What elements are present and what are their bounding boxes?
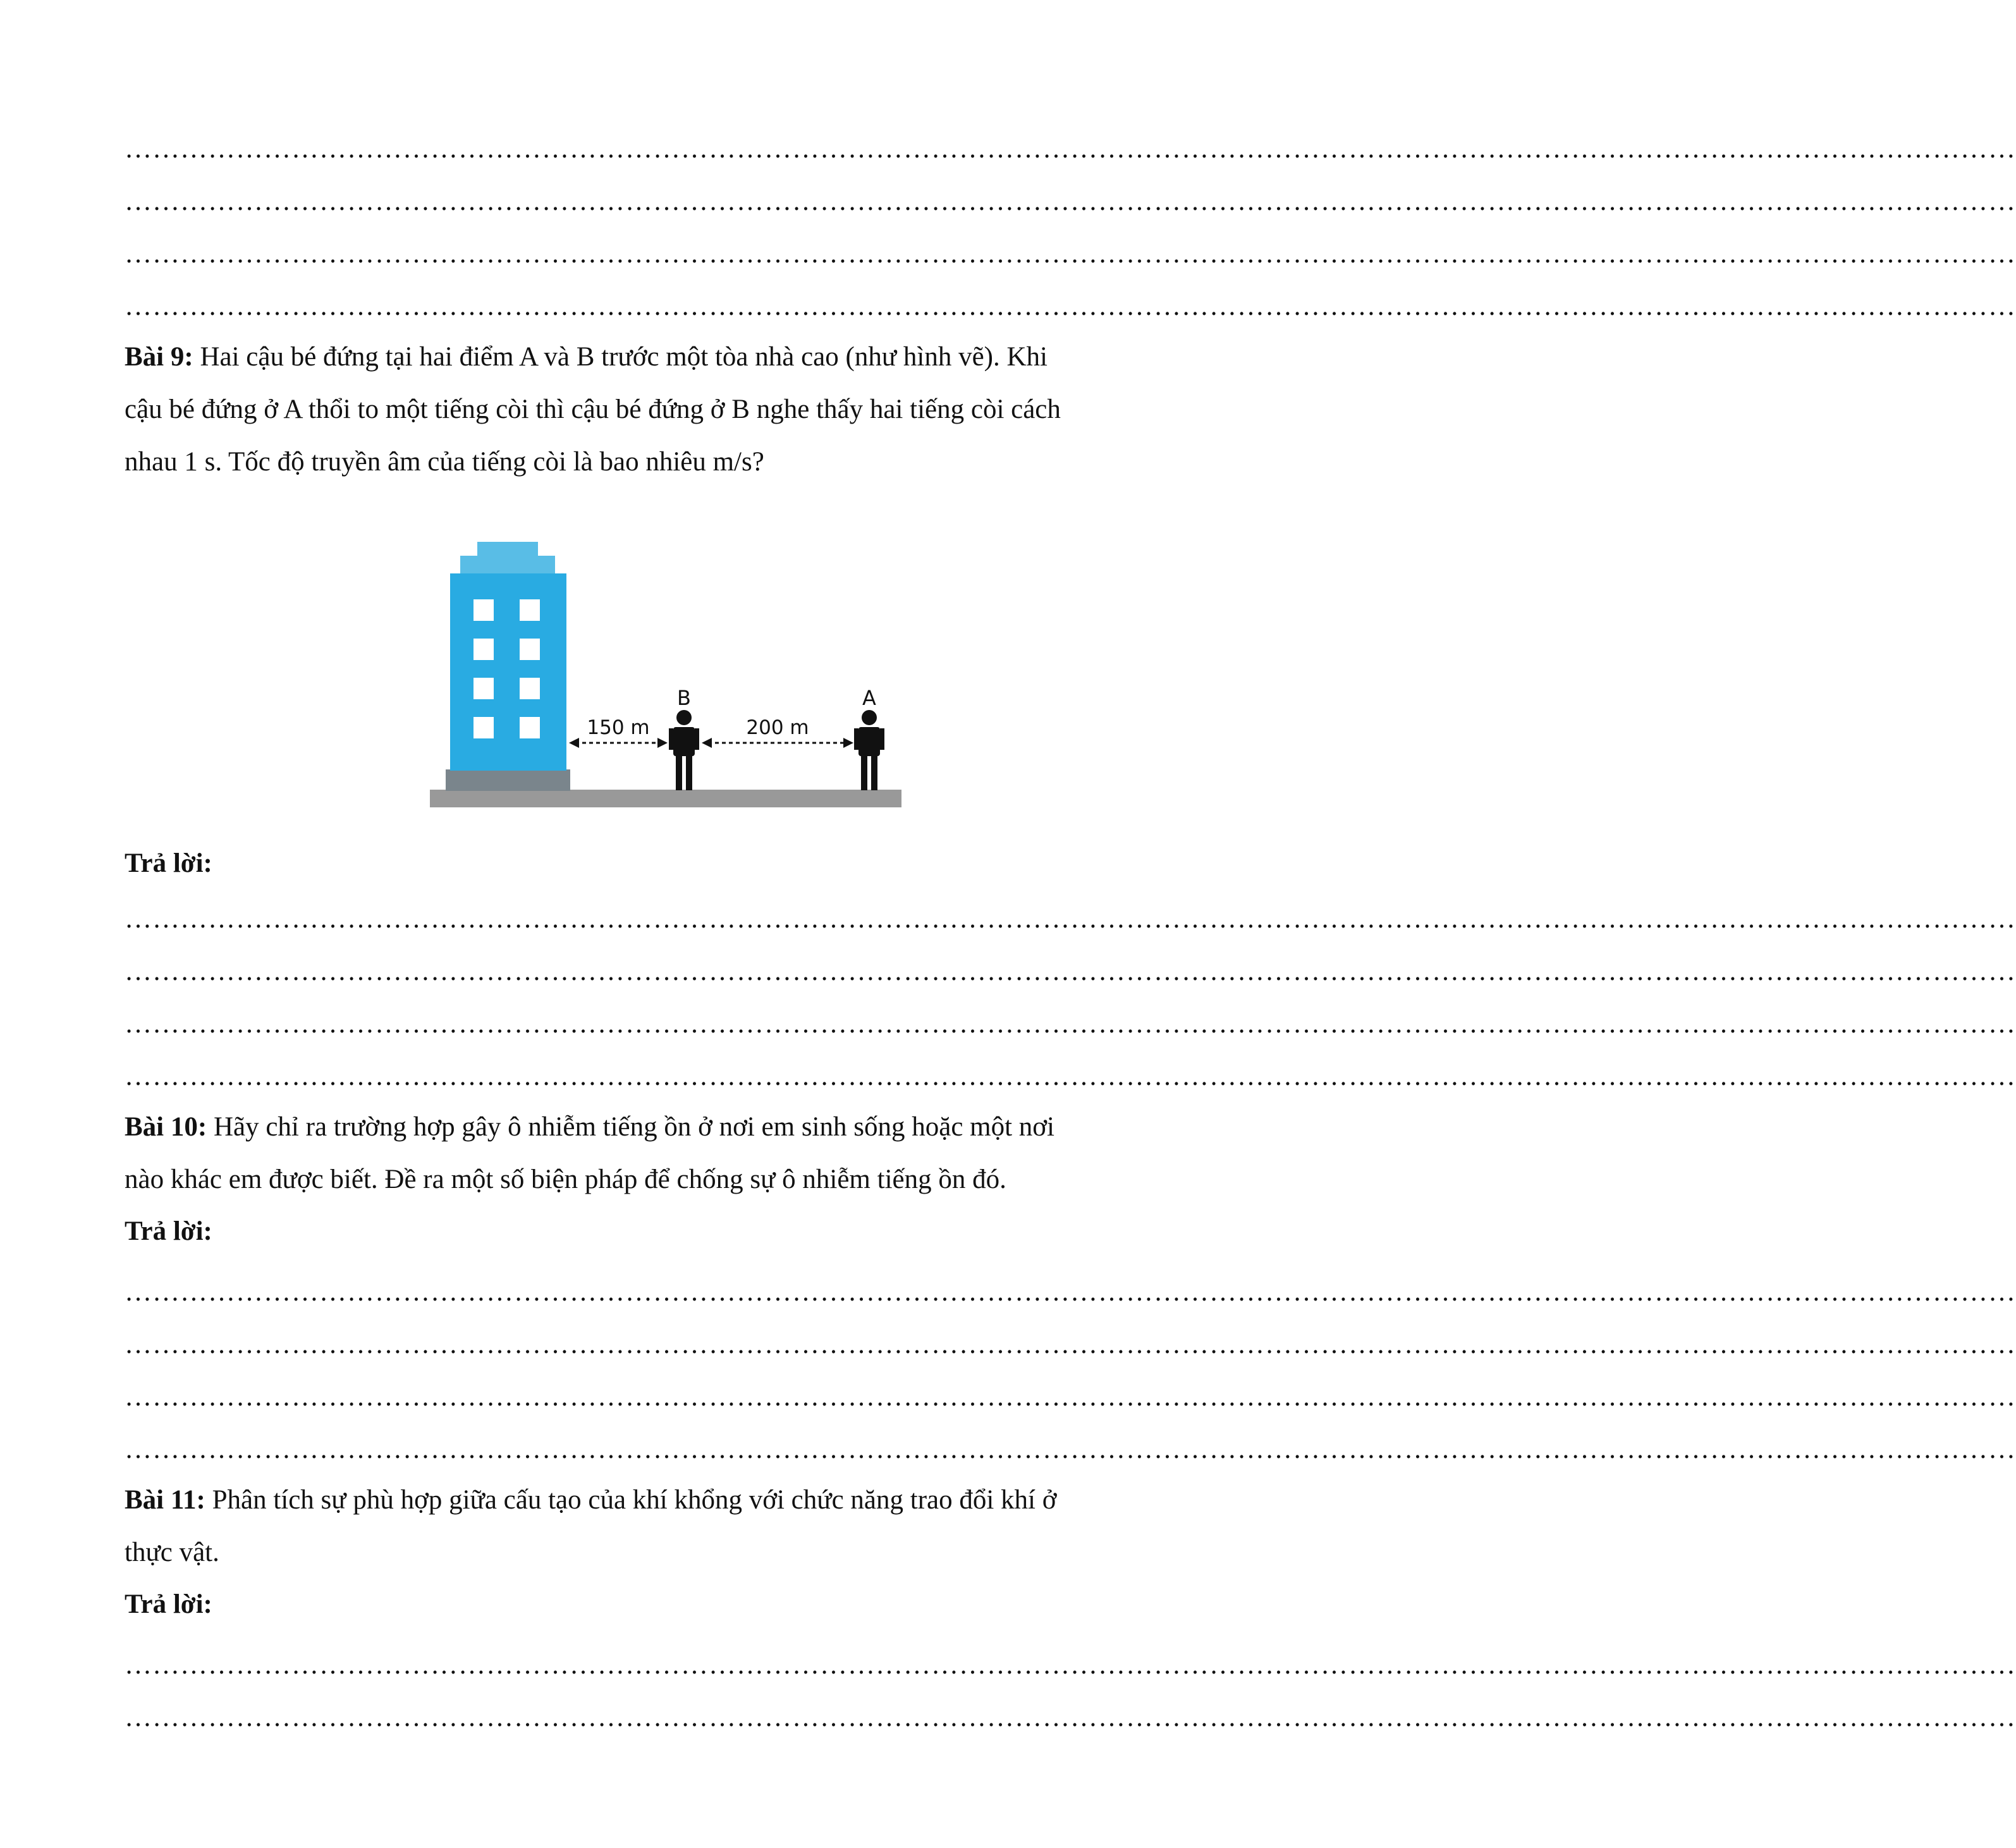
- answer-dotted-line: ……………………………………………………………………………………………………………………………………………………………………………………: [125, 1435, 2016, 1464]
- answer-dotted-line: ……………………………………………………………………………………………………………………………………………………………………………………: [125, 1650, 2016, 1680]
- question-11-line-1: [125, 1483, 1193, 1518]
- question-10-line-1: [125, 1110, 1193, 1145]
- answer-dotted-line: ……………………………………………………………………………………………………………………………………………………………………………………: [125, 904, 2016, 934]
- building-diagram: [430, 534, 904, 812]
- answer-label: Trả lời:: [125, 1589, 212, 1619]
- answer-dotted-line: ……………………………………………………………………………………………………………………………………………………………………………………: [125, 1062, 2016, 1091]
- question-11-line-2: thực vật.: [125, 1538, 219, 1567]
- answer-dotted-line: ……………………………………………………………………………………………………………………………………………………………………………………: [125, 239, 2016, 269]
- answer-label: Trả lời:: [125, 848, 212, 878]
- answer-dotted-line: ……………………………………………………………………………………………………………………………………………………………………………………: [125, 1703, 2016, 1732]
- answer-dotted-line: ……………………………………………………………………………………………………………………………………………………………………………………: [125, 1009, 2016, 1039]
- arrow-head-left-icon: [702, 738, 712, 748]
- question-11-text: Phân tích sự phù hợp giữa cấu tạo của khí khổng với chức năng trao đổi khí ở: [205, 1485, 1057, 1515]
- answer-label: Trả lời:: [125, 1216, 212, 1246]
- question-9-line-2: cậu bé đứng ở A thổi to một tiếng còi thì cậu bé đứng ở B nghe thấy hai tiếng còi cách: [125, 395, 1061, 424]
- question-9-text: Hai cậu bé đứng tại hai điểm A và B trước một tòa nhà cao (như hình vẽ). Khi: [193, 342, 1048, 372]
- building: [450, 573, 566, 771]
- person-a: [854, 710, 884, 790]
- distance-label-150: 150 m: [587, 716, 650, 739]
- ground: [430, 790, 901, 807]
- question-11-label: Bài 11:: [125, 1485, 205, 1515]
- answer-dotted-line: ……………………………………………………………………………………………………………………………………………………………………………………: [125, 134, 2016, 164]
- person-b: [669, 710, 699, 790]
- question-9-label: Bài 9:: [125, 342, 193, 372]
- question-10-text: Hãy chỉ ra trường hợp gây ô nhiễm tiếng ồn ở nơi em sinh sống hoặc một nơi: [207, 1112, 1054, 1142]
- label-a: A: [862, 686, 876, 710]
- distance-label-200: 200 m: [746, 716, 809, 739]
- question-10-label: Bài 10:: [125, 1112, 207, 1142]
- building-roof-step: [460, 556, 555, 575]
- answer-dotted-line: ……………………………………………………………………………………………………………………………………………………………………………………: [125, 1277, 2016, 1307]
- question-9-line-1: [125, 340, 1193, 375]
- building-base: [446, 769, 570, 791]
- arrow-head-right-icon: [657, 738, 668, 748]
- question-9-line-3: nhau 1 s. Tốc độ truyền âm của tiếng còi là bao nhiêu m/s?: [125, 447, 764, 477]
- question-10-line-2: nào khác em được biết. Đề ra một số biện pháp để chống sự ô nhiễm tiếng ồn đó.: [125, 1165, 1006, 1194]
- arrow-head-right-icon: [843, 738, 853, 748]
- answer-dotted-line: ……………………………………………………………………………………………………………………………………………………………………………………: [125, 1330, 2016, 1359]
- answer-dotted-line: ……………………………………………………………………………………………………………………………………………………………………………………: [125, 957, 2016, 986]
- label-b: B: [677, 686, 691, 710]
- answer-dotted-line: ……………………………………………………………………………………………………………………………………………………………………………………: [125, 291, 2016, 321]
- answer-dotted-line: ……………………………………………………………………………………………………………………………………………………………………………………: [125, 1382, 2016, 1412]
- answer-dotted-line: ……………………………………………………………………………………………………………………………………………………………………………………: [125, 187, 2016, 216]
- arrow-head-left-icon: [569, 738, 579, 748]
